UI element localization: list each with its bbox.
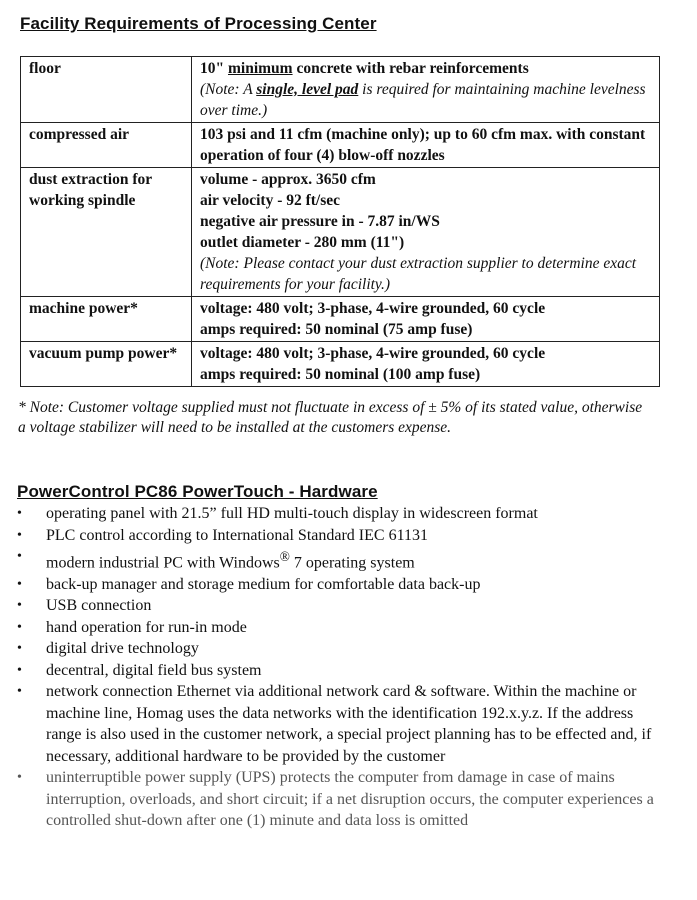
- row-label: machine power*: [21, 297, 192, 342]
- list-item: • back-up manager and storage medium for comfortable data back-up: [0, 574, 660, 596]
- list-item: • modern industrial PC with Windows® 7 operating system: [0, 546, 660, 574]
- bullet-icon: •: [17, 506, 22, 521]
- section-title-hardware: PowerControl PC86 PowerTouch - Hardware: [17, 482, 378, 501]
- section-title-facility: Facility Requirements of Processing Center: [20, 14, 377, 33]
- table-row: [21, 168, 660, 297]
- value-line: voltage: 480 volt; 3-phase, 4-wire grounded, 60 cycle: [200, 300, 546, 317]
- row-label: compressed air: [21, 123, 192, 168]
- list-item: • digital drive technology: [0, 638, 660, 660]
- table-row: [21, 123, 660, 168]
- table-row: [21, 57, 660, 123]
- row-note: (Note: Please contact your dust extraction supplier to determine exact requirements for your facility.): [200, 255, 637, 293]
- list-item: • PLC control according to International Standard IEC 61131: [0, 525, 660, 547]
- row-label: vacuum pump power*: [21, 342, 192, 387]
- list-item: • uninterruptible power supply (UPS) protects the computer from damage in case of mains interruption, overloads, and short circuit; if a net disruption occurs, the computer experiences a controlled shut-down after one (1) minute and data loss is omitted: [17, 769, 654, 830]
- table-row: [21, 297, 660, 342]
- list-item: • operating panel with 21.5” full HD multi-touch display in widescreen format: [0, 503, 660, 525]
- list-item: • hand operation for run-in mode: [0, 617, 660, 639]
- value-line: voltage: 480 volt; 3-phase, 4-wire grounded, 60 cycle: [200, 345, 546, 362]
- requirements-table: [20, 56, 660, 387]
- bullet-icon: •: [17, 619, 22, 635]
- bullet-icon: •: [17, 641, 22, 657]
- value-line: negative air pressure in - 7.87 in/WS: [200, 213, 440, 230]
- bullet-icon: •: [17, 770, 22, 786]
- bullet-icon: •: [17, 662, 22, 678]
- row-value: [192, 342, 660, 387]
- value-text: 10": [200, 60, 228, 77]
- row-label: floor: [21, 57, 192, 123]
- value-emphasis: minimum: [227, 60, 293, 77]
- list-item: • network connection Ethernet via additional network card & software. Within the machine or machine line, Homag uses the data networks with the identification 192.x.y.z. If the address range is also used in the customer network, a special project planning has to be effected and, if necessary, additional hardware to be provided by the customer: [17, 683, 652, 765]
- bullet-icon: •: [17, 684, 22, 700]
- list-item: • USB connection: [0, 595, 660, 617]
- row-value: [192, 297, 660, 342]
- bullet-icon: •: [17, 527, 22, 543]
- table-row: [21, 342, 660, 387]
- footnote-text: * Note: Customer voltage supplied must not fluctuate in excess of ± 5% of its stated value, otherwise a voltage stabilizer will need to be installed at the customers expense.: [18, 399, 643, 436]
- value-line: amps required: 50 nominal (100 amp fuse): [200, 366, 481, 383]
- voltage-footnote: [18, 398, 648, 438]
- hardware-list: [0, 503, 660, 832]
- row-value: 103 psi and 11 cfm (machine only); up to 60 cfm max. with constant operation of four (4) blow-off nozzles: [192, 123, 660, 168]
- bullet-icon: •: [17, 598, 22, 614]
- bullet-icon: •: [17, 576, 22, 592]
- row-value: [192, 57, 660, 123]
- row-label: dust extraction for working spindle: [21, 168, 192, 297]
- value-line: volume - approx. 3650 cfm: [200, 171, 376, 188]
- value-line: amps required: 50 nominal (75 amp fuse): [200, 321, 473, 338]
- row-value: [192, 168, 660, 297]
- value-line: outlet diameter - 280 mm (11"): [200, 234, 405, 251]
- value-text: concrete with rebar reinforcements: [292, 60, 529, 77]
- value-line: air velocity - 92 ft/sec: [200, 192, 341, 209]
- list-item: • decentral, digital field bus system: [0, 660, 660, 682]
- row-note: (Note: A single, level pad is required for maintaining machine levelness over time.): [200, 81, 646, 119]
- bullet-icon: •: [17, 549, 22, 564]
